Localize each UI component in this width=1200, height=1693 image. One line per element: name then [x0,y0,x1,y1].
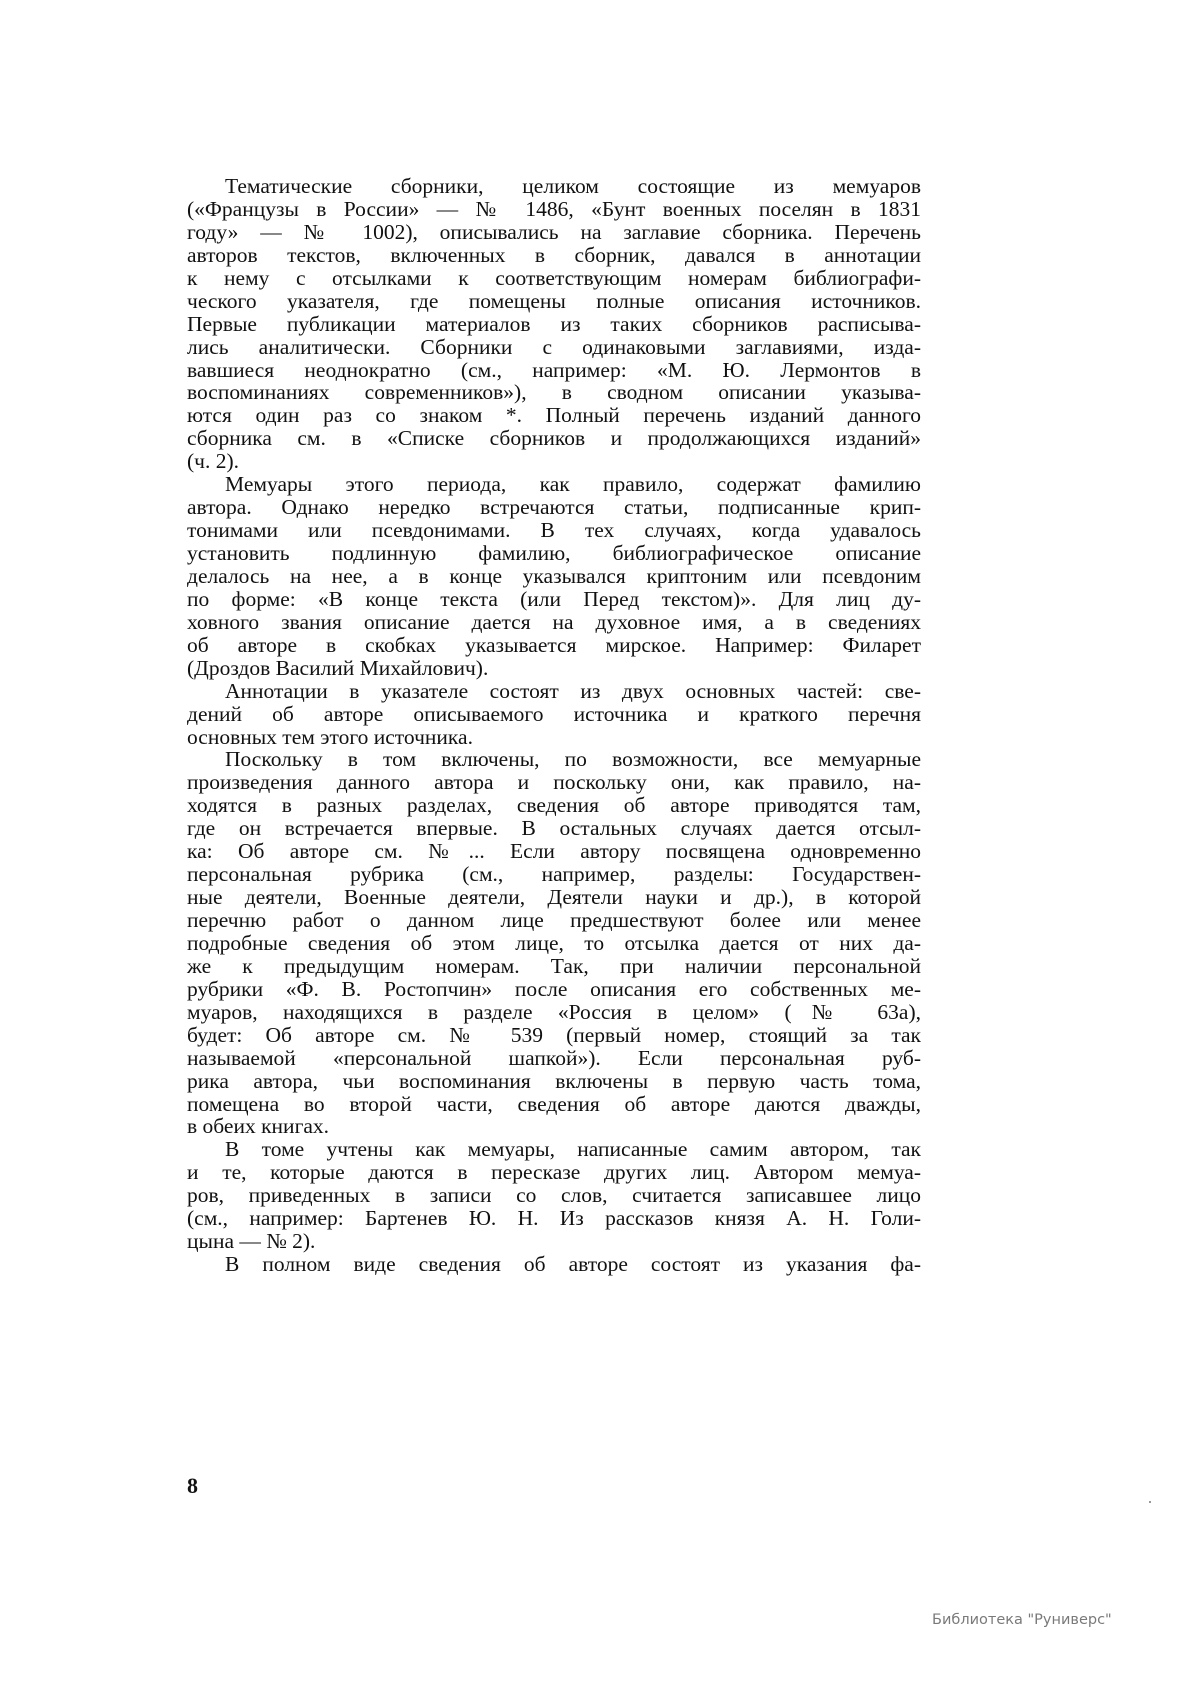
text-line: В полном виде сведения об авторе состоят из указания фа- [225,1252,921,1277]
text-line: перечню работ о данном лице предшествуют более или менее [187,908,921,932]
text-line: ховного звания описание дается на духовное имя, а в сведениях [187,609,921,634]
paragraph [187,175,921,473]
page-body [187,175,921,1276]
text-line: (Дроздов Василий Михайлович). [187,655,489,680]
text-line: в обеих книгах. [187,1114,330,1139]
text-line: автора. Однако нередко встречаются статьи, подписанные крип- [187,495,921,520]
text-line: будет: Об авторе см. № 539 (первый номер, стоящий за так [187,1022,921,1047]
text-line: ные деятели, Военные деятели, Деятели науки и др.), в которой [187,885,921,910]
text-line: об авторе в скобках указывается мирское. Например: Филарет [187,632,921,657]
text-line: лись аналитически. Сборники с одинаковыми заглавиями, изда- [187,334,921,359]
text-line: В томе учтены как мемуары, написанные самим автором, так [225,1137,921,1162]
text-line: и те, которые даются в пересказе других лиц. Автором мемуа- [187,1160,921,1185]
text-line: Тематические сборники, целиком состоящие из мемуаров [225,174,921,198]
paragraph [187,1138,921,1253]
text-line: Поскольку в том включены, по возможности, все мемуарные [225,747,921,772]
text-line: Первые публикации материалов из таких сборников расписыва- [187,311,921,336]
text-line: сборника см. в «Списке сборников и продолжающихся изданий» [187,426,921,451]
paragraph [187,680,921,749]
text-line: Аннотации в указателе состоят из двух основных частей: све- [225,678,921,703]
text-line: же к предыдущим номерам. Так, при наличии персональной [187,953,921,978]
text-line: (ч. 2). [187,449,240,474]
text-line: рика автора, чьи воспоминания включены в первую часть тома, [187,1068,921,1093]
text-line: тонимами или псевдонимами. В тех случаях, когда удавалось [187,518,921,543]
text-line: установить подлинную фамилию, библиографическое описание [187,541,921,565]
text-line: ров, приведенных в записи со слов, считается записавшее лицо [187,1183,921,1208]
text-line: к нему с отсылками к соответствующим номерам библиографи- [187,265,921,290]
text-line: подробные сведения об этом лице, то отсылка дается от них да- [187,930,921,955]
text-line: цына — № 2). [187,1229,316,1254]
text-line: ка: Об авторе см. №... Если автору посвящена одновременно [187,839,921,864]
page-number: 8 [187,1473,198,1498]
text-line: Мемуары этого периода, как правило, содержат фамилию [225,472,921,497]
text-line: помещена во второй части, сведения об авторе даются дважды, [187,1091,921,1116]
text-line: произведения данного автора и поскольку они, как правило, на- [187,770,921,795]
text-line: дений об авторе описываемого источника и краткого перечня [187,701,921,726]
text-line: делалось на нее, а в конце указывался криптоним или псевдоним [187,563,921,588]
library-watermark: Библиотека "Руниверс" [932,1612,1112,1628]
text-line: ются один раз со знаком *. Полный перечень изданий данного [187,403,921,428]
text-line: персональная рубрика (см., например, разделы: Государствен- [187,862,921,887]
text-line: году» — № 1002), описывались на заглавие сборника. Перечень [187,219,921,244]
text-line: вавшиеся неоднократно (см., например: «М. Ю. Лермонтов в [187,357,921,382]
text-line: (см., например: Бартенев Ю. Н. Из рассказов князя А. Н. Голи- [187,1206,921,1231]
text-line: («Французы в России» — № 1486, «Бунт военных поселян в 1831 [187,196,921,221]
paragraph [187,748,921,1138]
text-line: рубрики «Ф. В. Ростопчин» после описания его собственных ме- [187,976,921,1001]
text-line: называемой «персональной шапкой»). Если персональная руб- [187,1045,921,1070]
text-line: авторов текстов, включенных в сборник, давался в аннотации [187,242,921,267]
text-line: ческого указателя, где помещены полные описания источников. [187,288,921,313]
text-line: муаров, находящихся в разделе «Россия в целом» (№ 63а), [187,999,921,1024]
paragraph [187,1253,921,1276]
text-line: воспоминаниях современников»), в сводном описании указыва- [187,380,921,405]
text-line: основных тем этого источника. [187,724,473,749]
paragraph [187,473,921,679]
scan-speck [1149,1501,1151,1503]
text-line: ходятся в разных разделах, сведения об авторе приводятся там, [187,793,921,818]
text-line: где он встречается впервые. В остальных случаях дается отсыл- [187,816,921,841]
text-line: по форме: «В конце текста (или Перед текстом)». Для лиц ду- [187,586,921,611]
